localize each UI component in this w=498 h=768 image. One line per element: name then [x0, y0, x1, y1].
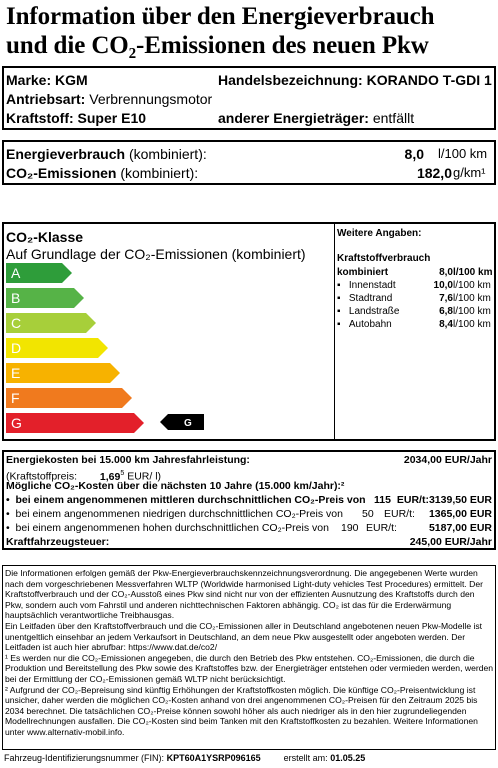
weitere-row-unit: l/100 km [453, 267, 493, 278]
weitere-row-value: 8,0 [439, 267, 453, 278]
hoch-value: 5187,00 EUR [428, 522, 492, 534]
fin-value: KPT60A1YSRP096165 [166, 753, 261, 763]
co2-class-letter: B [11, 290, 21, 306]
weitere-row: ▪ Innenstadt 10,0 l/100 km [337, 280, 491, 291]
co2-class-bar-d [6, 338, 110, 358]
mittel-value: EUR/t:3139,50 EUR [396, 494, 492, 506]
mittel-row: • bei einem angenommenen mittleren durchschnittlichen CO₂-Preis von [6, 494, 366, 506]
erstellt-value: 01.05.25 [330, 753, 366, 763]
handels-label: Handelsbezeichnung: [218, 72, 363, 88]
weitere-row-unit: l/100 km [453, 306, 491, 317]
co2-class-bar-c [6, 313, 98, 333]
weitere-row-label: Autobahn [348, 319, 392, 330]
weitere-row-label: kombiniert [337, 267, 389, 278]
weitere-row-value: 8,4 [439, 319, 453, 330]
page-title [6, 2, 494, 60]
marke-value: KGM [55, 72, 88, 88]
moegliche-label: Mögliche CO₂-Kosten über die nächsten 10 Jahre (15.000 km/Jahr):² [6, 480, 345, 492]
niedrig-value: 1365,00 EUR [428, 508, 492, 520]
co2-row [6, 164, 198, 182]
hoch-row: • bei einem angenommenen hohen durchschnittlichen CO₂-Preis von [6, 522, 329, 534]
marke-row [6, 71, 88, 89]
steuer-value: 245,00 EUR/Jahr [409, 536, 492, 548]
weitere-row-label: Stadtrand [348, 293, 393, 304]
weitere-row-unit: l/100 km [453, 319, 491, 330]
antrieb-value: Verbrennungsmotor [89, 91, 213, 107]
weitere-row-label: Innenstadt [348, 280, 396, 291]
weitere-row-value: 10,0 [433, 280, 453, 291]
niedrig-row: • bei einem angenommenen niedrigen durchschnittlichen CO₂-Preis von [6, 508, 343, 520]
hoch-price: 190 [341, 522, 359, 534]
kraftstoffpreis-row: (Kraftstoffpreis: 1,69$^5$ EUR/ l) [6, 470, 162, 483]
handels-row [218, 71, 496, 89]
kraftstoff-label: Kraftstoff: [6, 110, 74, 126]
energie-row [6, 145, 207, 163]
antrieb-row [6, 90, 212, 108]
weitere-row-unit: l/100 km [453, 280, 491, 291]
co2-class-bar-f [6, 388, 134, 408]
co2-class-bar-a [6, 263, 74, 283]
co2-class-letter: F [11, 390, 20, 406]
current-class-letter: G [184, 418, 192, 429]
co2-class-letter: E [11, 365, 21, 381]
weitere-row [337, 266, 495, 279]
co2-class-bar-g [6, 413, 146, 433]
mittel-price: 115 [374, 494, 391, 506]
handels-value: KORANDO T-GDI 1 [366, 72, 492, 88]
footer [4, 752, 365, 764]
co2-class-letter: G [11, 415, 22, 431]
weitere-row: ▪ Autobahn 8,4 l/100 km [337, 319, 491, 330]
co2-class-title: CO₂-Klasse [6, 229, 84, 245]
fine-p2: Ein Leitfaden über den Kraftstoffverbrauch und die CO₂-Emissionen aller in Deutschland angebotenen neuen Pkw-Modelle ist unentgeltlich einsehbar an jedem Verkaufsort in Deutschland, an dem neue Pkw ausgestellt oder angeboten werden. Der Leitfaden ist auch hier abrufbar: https://www.dat.de/co2/ [5, 620, 483, 653]
energie-unit: l/100 km [438, 146, 488, 161]
weitere-row-value: 6,8 [439, 306, 453, 317]
current-class-marker [160, 414, 204, 435]
fin-label: Fahrzeug-Identifizierungsnummer (FIN): [4, 753, 165, 763]
energie-label: Energieverbrauch [6, 146, 126, 162]
title-line-2: und die CO₂-Emissionen des neuen Pkw [6, 32, 429, 59]
co2-class-bar-e [6, 363, 122, 383]
hoch-unit: EUR/t: [366, 522, 397, 534]
co2-class-subtitle: Auf Grundlage der CO₂-Emissionen (kombiniert) [6, 246, 306, 262]
co2-class-letter: C [11, 315, 22, 331]
weitere-title: Weitere Angaben: [337, 228, 422, 239]
anderer-row [218, 109, 414, 127]
title-line-1: Information über den Energieverbrauch [6, 3, 435, 30]
weitere-angaben-panel [334, 224, 496, 439]
niedrig-price: 50 [362, 508, 374, 520]
fine-print [5, 568, 495, 738]
kraftstoff-row [6, 109, 146, 127]
energiekosten-value: 2034,00 EUR/Jahr [403, 454, 492, 466]
weitere-row: ▪ Landstraße 6,8 l/100 km [337, 306, 491, 317]
weitere-row-unit: l/100 km [453, 293, 491, 304]
weitere-row-label: Landstraße [348, 306, 400, 317]
marke-label: Marke: [6, 72, 52, 88]
co2-class-letter: A [11, 265, 21, 281]
energie-value: 8,0 [404, 146, 424, 162]
niedrig-unit: EUR/t: [384, 508, 415, 520]
anderer-value: entfällt [372, 110, 415, 126]
co2-class-bar-b [6, 288, 86, 308]
co2-class-letter: D [11, 340, 22, 356]
co2-value: 182,0 [416, 165, 452, 181]
steuer-label: Kraftfahrzeugsteuer: [6, 536, 110, 548]
co2-suffix: (kombiniert): [120, 165, 199, 181]
fine-p3: ¹ Es werden nur die CO₂-Emissionen angegeben, die durch den Betrieb des Pkw entstehen. CO₂-Emissionen, die durch die Produktion und Bereitstellung des Pkw sowie des Kraftstoffes bzw. der Energieträger entstehen oder vermieden werden, werden bei der Ermittlung der CO₂-Emissionen gemäß WLTP nicht berücksichtigt. [5, 652, 494, 684]
co2-label: CO₂-Emissionen [6, 165, 117, 181]
weitere-row: ▪ Stadtrand 7,6 l/100 km [337, 293, 491, 304]
fine-p1: Die Informationen erfolgen gemäß der Pkw-Energieverbrauchskennzeichnungsverordnung. Die angegebenen Werte wurden nach dem vorgeschriebenen Messverfahren WLTP (Worldwide harmonised Light-duty vehicles Test Procedures) ermittelt. Der Kraftstoffverbrauch und der CO₂-Ausstoß eines Pkw sind nicht nur von der effizienten Ausnutzung des Kraftstoffs durch den Pkw, sondern auch vom Fahrstil und anderen nichttechnischen Faktoren abhängig. CO₂ ist das für die Erderwärmung hauptsächlich verantwortliche Treibhausgas. [5, 568, 483, 621]
fine-p4: ² Aufgrund der CO₂-Bepreisung sind künftig Erhöhungen der Kraftstoffkosten möglich. Die künftige CO₂-Preisentwicklung ist unsicher, daher werden die möglichen CO₂-Kosten anhand von drei angenommenen CO₂-Preisen für den Zeitraum 2025 bis 2034 berechnet. Die tatsächlichen CO₂-Preise können sowohl höher als auch niedriger als in den hier zugrundeliegenden Modellrechnungen ausfallen. Die CO₂-Kosten sind beim Tanken mit den Kraftstoffkosten zu bezahlen. Weitere Informationen unter www.alternativ-mobil.info. [5, 684, 478, 737]
energiekosten-label: Energiekosten bei 15.000 km Jahresfahrleistung: [6, 454, 250, 466]
antrieb-label: Antriebsart: [6, 91, 86, 107]
anderer-label: anderer Energieträger: [218, 110, 369, 126]
kraftstoff-value: Super E10 [77, 110, 147, 126]
weitere-row-value: 7,6 [439, 293, 453, 304]
erstellt-label: erstellt am: [283, 753, 328, 763]
energie-suffix: (kombiniert): [128, 146, 207, 162]
co2-unit: g/km¹ [453, 165, 486, 180]
weitere-head: Kraftstoffverbrauch [337, 253, 431, 264]
